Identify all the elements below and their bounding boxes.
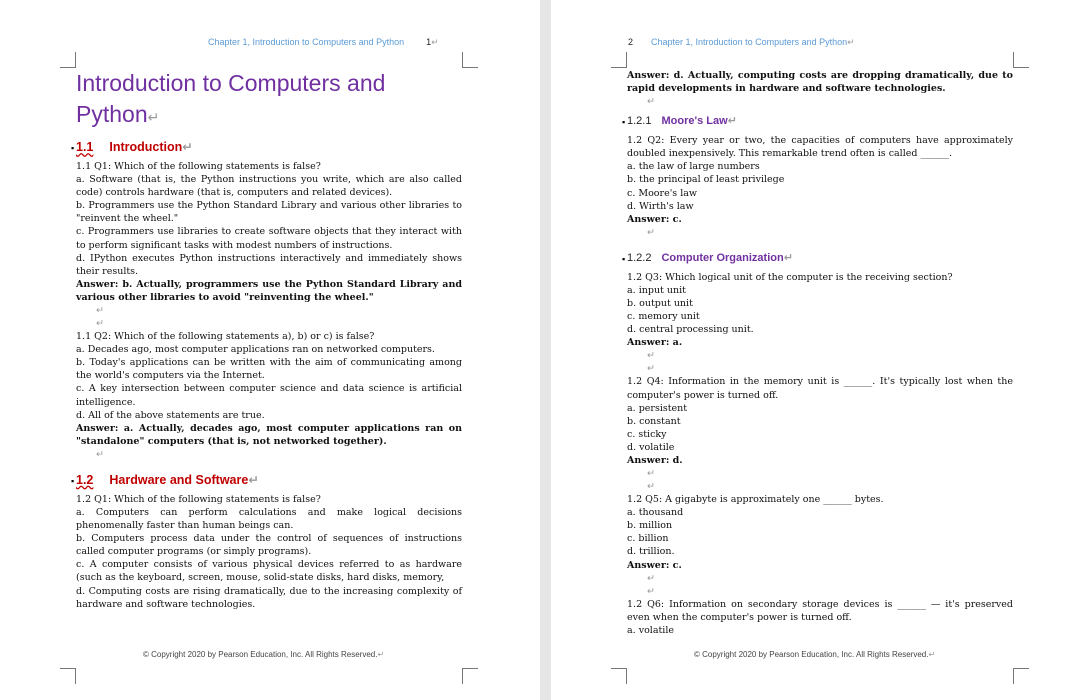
- question-text: 1.2 Q5: A gigabyte is approximately one ______ bytes.: [627, 494, 884, 506]
- page-body[interactable]: Introduction to Computers and Python↵ ▪ 1.1 Introduction↵ 1.1 Q1: Which of the following statements is false? a. Software (that is, the Python instructions you write, which are also called code) controls hardware (that is, computers and related devices). b. Programmers use the Python Standard Library and various other libraries to "reinvent the wheel." c. Programmers use libraries to create software objects that they interact with to perform significant tasks with modest numbers of instructions. d. IPython executes Python instructions interactively and immediately shows their results. Answer: b. Actually, programmers use the Python Standard Library and various other libraries to avoid "reinventing the wheel." ↵ ↵ 1.1 Q2: Which of the following statements a), b) or c) is false? a. Decades ago, most computer applications ran on networked computers. b. Today's applications can be written with the aim of communicating among the world's computers via the Internet. c. A key intersection between computer science and data science is artificial intelligence. d. All of the above statements are true. Answer: a. Actually, decades ago, most computer applications ran on "standalone" computers (that is, not networked together). ↵ ▪ 1.2 Hardware and Software↵ 1.2 Q1: Which of the following statements is false? a. Computers can perform calculations and make logical decisions phenomenally faster than human beings can. b. Computers process data under the control of sequences of instructions called computer programs (or simply programs). c. A computer consists of various physical devices referred to as hardware (such as the keyboard, screen, mouse, solid-state disks, hard disks, memory, d. Computing costs are rising dramatically, due to the increasing complexity of hardware and software technologies.: [71, 70, 462, 610]
- page-header: 2 Chapter 1, Introduction to Computers and Python↵: [628, 37, 855, 48]
- option-a: a. Decades ago, most computer applications ran on networked computers.: [76, 344, 435, 356]
- page-number: 2: [628, 37, 634, 47]
- page-body[interactable]: Answer: d. Actually, computing costs are dropping dramatically, due to rapid developments in hardware and software technologies. ↵ ▪ 1.2.1 Moore's Law↵ 1.2 Q2: Every year or two, the capacities of computers have approximately doubled inexpensively. This remarkable trend often is called ______. a. the law of large numbers b. the principal of least privilege c. Moore's law d. Wirth's law Answer: c. ↵ ▪ 1.2.2 Computer Organization↵ 1.2 Q3: Which logical unit of the computer is the receiving section? a. input unit b. output unit c. memory unit d. central processing unit. Answer: a. ↵ ↵ 1.2 Q4: Information in the memory unit is ______. It's typically lost when the computer's power is turned off. a. persistent b. constant c. sticky d. volatile Answer: d. ↵ ↵ 1.2 Q5: A gigabyte is approximately one ______ bytes. a. thousand b. million c. billion d. trillion. Answer: c. ↵ ↵ 1.2 Q6: Information on secondary storage devices is ______ — it's preserved even when the computer's power is turned off. a. volatile: [622, 70, 1013, 636]
- document-title: Introduction to Computers and Python↵: [76, 70, 386, 127]
- section-heading-1-2-1: ▪ 1.2.1 Moore's Law↵: [622, 114, 737, 128]
- option-a: a. volatile: [627, 624, 675, 636]
- option-d: d. IPython executes Python instructions interactively and immediately shows their results.: [76, 252, 462, 277]
- option-c: c. A key intersection between computer science and data science is artificial intelligence.: [76, 383, 462, 408]
- option-d: d. volatile: [627, 441, 675, 453]
- option-a: a. thousand: [627, 507, 684, 519]
- section-heading-1-2: ▪ 1.2 Hardware and Software↵: [71, 471, 259, 487]
- answer-text: Answer: c.: [627, 559, 682, 571]
- page-footer: © Copyright 2020 by Pearson Education, Inc. All Rights Reserved.↵: [694, 650, 936, 659]
- option-b: b. output unit: [627, 298, 693, 310]
- option-b: b. Today's applications can be written with the aim of communicating among the world's computers via the Internet.: [76, 357, 462, 382]
- answer-text: Answer: d.: [627, 454, 683, 466]
- option-b: b. Programmers use the Python Standard Library and various other libraries to "reinvent the wheel.": [76, 200, 462, 225]
- answer-text: Answer: c.: [627, 213, 682, 225]
- section-heading-1-2-2: ▪ 1.2.2 Computer Organization↵: [622, 250, 793, 264]
- question-text: 1.1 Q2: Which of the following statements a), b) or c) is false?: [76, 331, 375, 343]
- option-c: c. Programmers use libraries to create software objects that they interact with to perform significant tasks with modest numbers of instructions.: [76, 226, 462, 251]
- answer-text: Answer: a. Actually, decades ago, most computer applications ran on "standalone" computers (that is, not networked together).: [76, 422, 462, 447]
- crop-mark: [1013, 668, 1029, 684]
- option-d: d. Wirth's law: [627, 200, 694, 212]
- option-d: d. Computing costs are rising dramatically, due to the increasing complexity of hardware and software technologies.: [76, 585, 462, 610]
- crop-mark: [462, 668, 478, 684]
- option-a: a. Computers can perform calculations and make logical decisions phenomenally faster than human beings can.: [76, 506, 462, 532]
- option-b: b. Computers process data under the control of sequences of instructions called computer programs (or simply programs).: [76, 533, 462, 558]
- option-c: c. Moore's law: [627, 187, 698, 199]
- answer-text: Answer: a.: [627, 337, 683, 349]
- option-d: d. trillion.: [627, 546, 675, 558]
- crop-mark: [60, 52, 76, 68]
- option-c: c. billion: [627, 533, 669, 545]
- option-a: a. input unit: [627, 284, 686, 296]
- question-text: 1.2 Q3: Which logical unit of the computer is the receiving section?: [627, 271, 953, 283]
- answer-text: Answer: b. Actually, programmers use the Python Standard Library and various other libraries to avoid "reinventing the wheel.": [76, 278, 462, 303]
- page-number: 1: [426, 37, 432, 47]
- answer-text: Answer: d. Actually, computing costs are dropping dramatically, due to rapid developments in hardware and software technologies.: [627, 70, 1013, 95]
- question-text: 1.1 Q1: Which of the following statements is false?: [76, 161, 321, 172]
- option-d: d. central processing unit.: [627, 324, 754, 336]
- option-c: c. memory unit: [627, 311, 700, 323]
- question-text: 1.2 Q4: Information in the memory unit is ______. It's typically lost when the computer's power is turned off.: [627, 376, 1013, 401]
- question-text: 1.2 Q2: Every year or two, the capacities of computers have approximately doubled inexpensively. This remarkable trend often is called ______.: [627, 135, 1013, 160]
- option-c: c. sticky: [627, 428, 667, 440]
- option-c: c. A computer consists of various physical devices referred to as hardware (such as the keyboard, screen, mouse, solid-state disks, hard disks, memory,: [76, 559, 462, 584]
- crop-mark: [611, 668, 627, 684]
- document-page-1: [0, 0, 540, 700]
- option-b: b. the principal of least privilege: [627, 174, 785, 186]
- question-text: 1.2 Q6: Information on secondary storage devices is ______ — it's preserved even when the computer's power is turned off.: [627, 598, 1013, 623]
- option-b: b. million: [627, 520, 673, 532]
- option-a: a. persistent: [627, 402, 688, 414]
- option-a: a. the law of large numbers: [627, 161, 760, 173]
- option-a: a. Software (that is, the Python instructions you write, which are also called code) controls hardware (that is, computers and related devices).: [76, 174, 462, 199]
- document-page-2: [551, 0, 1091, 700]
- crop-mark: [60, 668, 76, 684]
- page-header: Chapter 1, Introduction to Computers and Python 1↵: [208, 37, 439, 48]
- question-text: 1.2 Q1: Which of the following statements is false?: [76, 493, 321, 505]
- option-d: d. All of the above statements are true.: [76, 409, 265, 421]
- crop-mark: [611, 52, 627, 68]
- crop-mark: [462, 52, 478, 68]
- page-footer: © Copyright 2020 by Pearson Education, Inc. All Rights Reserved.↵: [143, 650, 385, 659]
- section-heading-1-1: ▪ 1.1 Introduction↵: [71, 139, 193, 154]
- crop-mark: [1013, 52, 1029, 68]
- option-b: b. constant: [627, 415, 681, 427]
